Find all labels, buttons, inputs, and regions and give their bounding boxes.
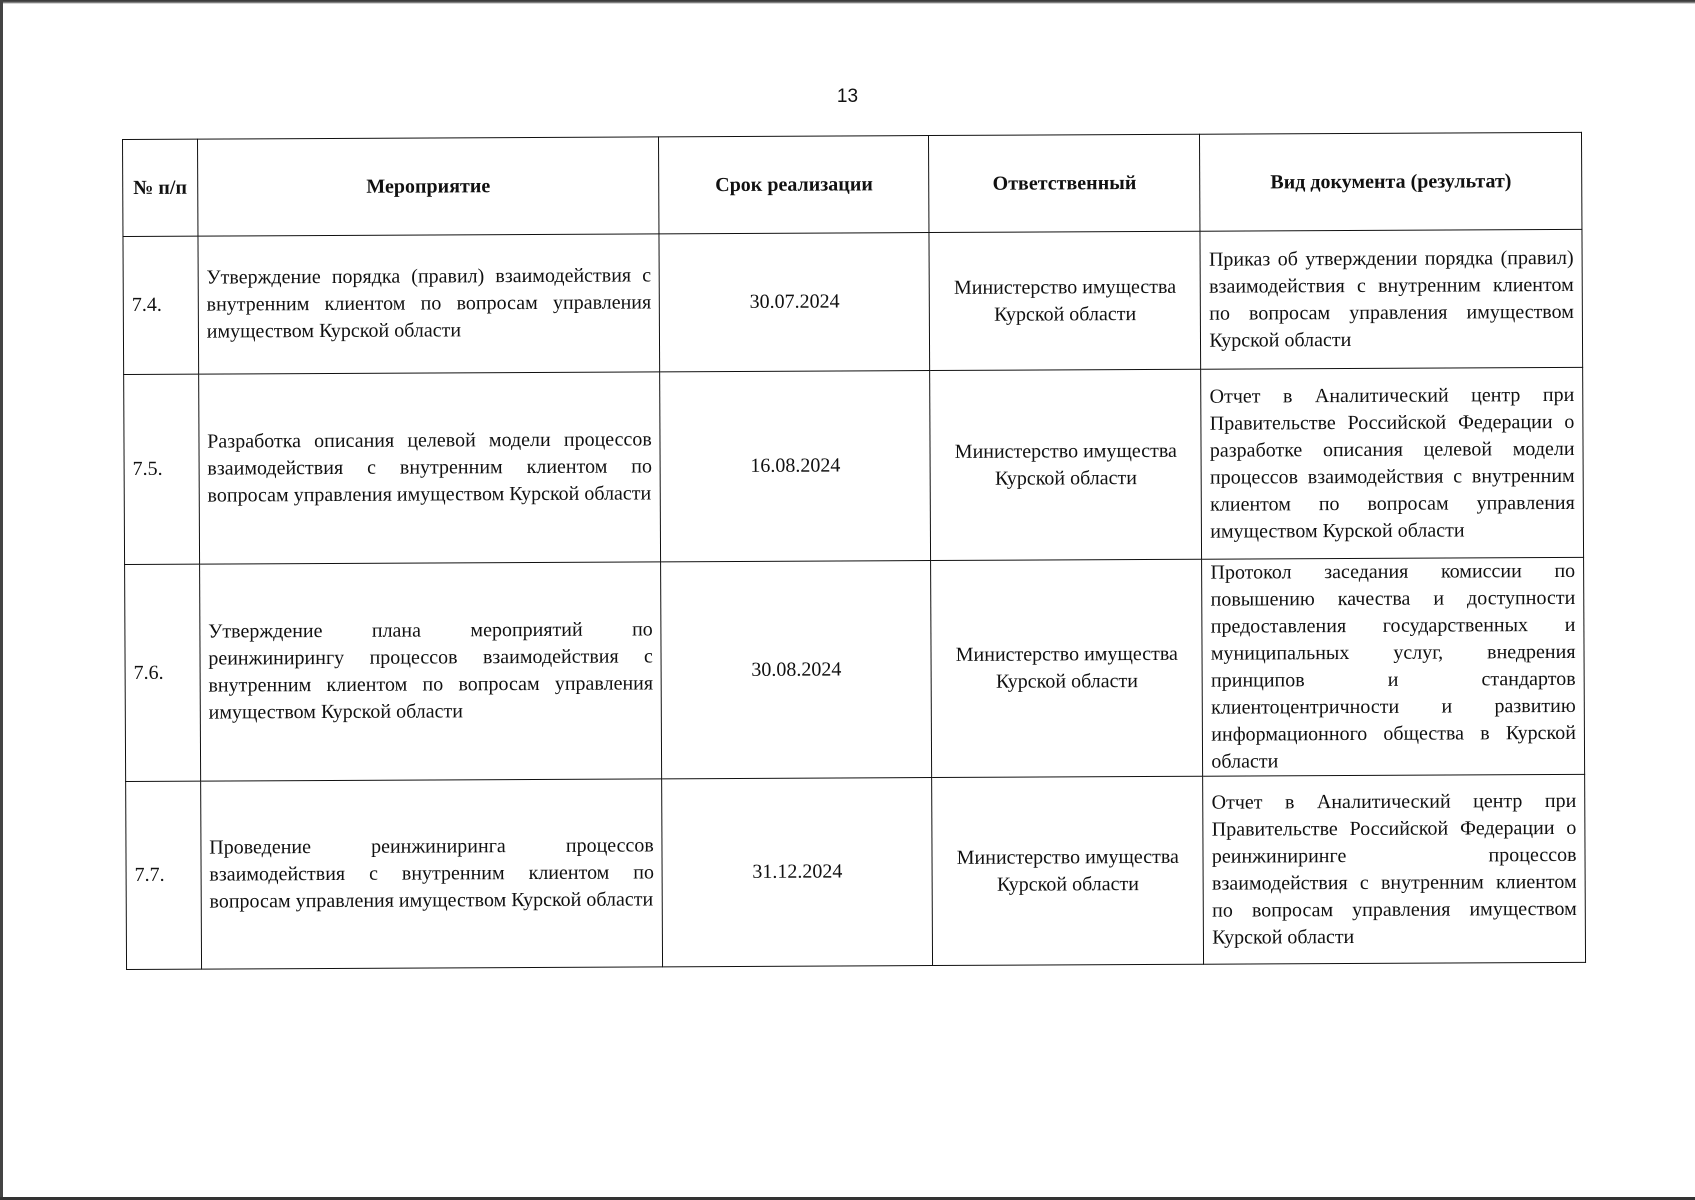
row-event: Разработка описания целевой модели процессов взаимодействия с внутренним клиентом по вопросам управления имуществом Курской области xyxy=(198,372,661,564)
table-row xyxy=(126,774,1586,969)
row-event: Утверждение плана мероприятий по реинжинирингу процессов взаимодействия с внутренним клиентом по вопросам управления имуществом Курской области xyxy=(199,562,662,781)
row-document: Протокол заседания комиссии по повышению качества и доступности предоставления государственных и муниципальных услуг, внедрения принципов и стандартов клиентоцентричности и развитию информационного общества в Курской области xyxy=(1202,557,1585,776)
table-row xyxy=(124,367,1584,564)
row-responsible: Министерство имущества Курской области xyxy=(929,231,1201,370)
row-date: 30.07.2024 xyxy=(659,233,930,372)
scan-edge-left xyxy=(0,0,3,1200)
row-document: Отчет в Аналитический центр при Правительстве Российской Федерации о реинжиниринге процессов взаимодействия с внутренним клиентом по вопросам управления имуществом Курской области xyxy=(1203,774,1586,964)
header-date: Срок реализации xyxy=(659,136,929,234)
header-document: Вид документа (результат) xyxy=(1200,132,1582,231)
table-header-row xyxy=(123,132,1582,236)
row-number: 7.7. xyxy=(126,781,202,969)
row-date: 31.12.2024 xyxy=(662,778,933,967)
page-number: 13 xyxy=(836,86,859,107)
header-num xyxy=(123,139,198,236)
row-date: 30.08.2024 xyxy=(661,561,932,779)
row-responsible: Министерство имущества Курской области xyxy=(931,559,1203,777)
row-document: Отчет в Аналитический центр при Правительстве Российской Федерации о разработке описания целевой модели процессов взаимодействия с внутренним клиентом по вопросам управления имуществом Курской области xyxy=(1201,367,1584,559)
row-event: Проведение реинжиниринга процессов взаимодействия с внутренним клиентом по вопросам управления имуществом Курской области xyxy=(200,779,663,969)
scan-edge-top xyxy=(0,0,1695,4)
header-num-label: № п/п xyxy=(133,176,188,199)
header-event: Мероприятие xyxy=(197,137,659,236)
row-event: Утверждение порядка (правил) взаимодействия с внутренним клиентом по вопросам управления имуществом Курской области xyxy=(198,234,660,374)
row-number: 7.4. xyxy=(123,236,198,374)
row-responsible: Министерство имущества Курской области xyxy=(930,369,1202,560)
action-plan-table xyxy=(122,132,1586,970)
table-row xyxy=(123,229,1583,374)
table-row xyxy=(125,557,1585,781)
row-number: 7.5. xyxy=(124,374,200,564)
row-number: 7.6. xyxy=(125,564,201,781)
row-date: 16.08.2024 xyxy=(660,371,931,562)
row-document: Приказ об утверждении порядка (правил) взаимодействия с внутренним клиентом по вопросам управления имуществом Курской области xyxy=(1200,229,1582,369)
row-responsible: Министерство имущества Курской области xyxy=(932,776,1204,965)
header-responsible: Ответственный xyxy=(929,134,1201,232)
